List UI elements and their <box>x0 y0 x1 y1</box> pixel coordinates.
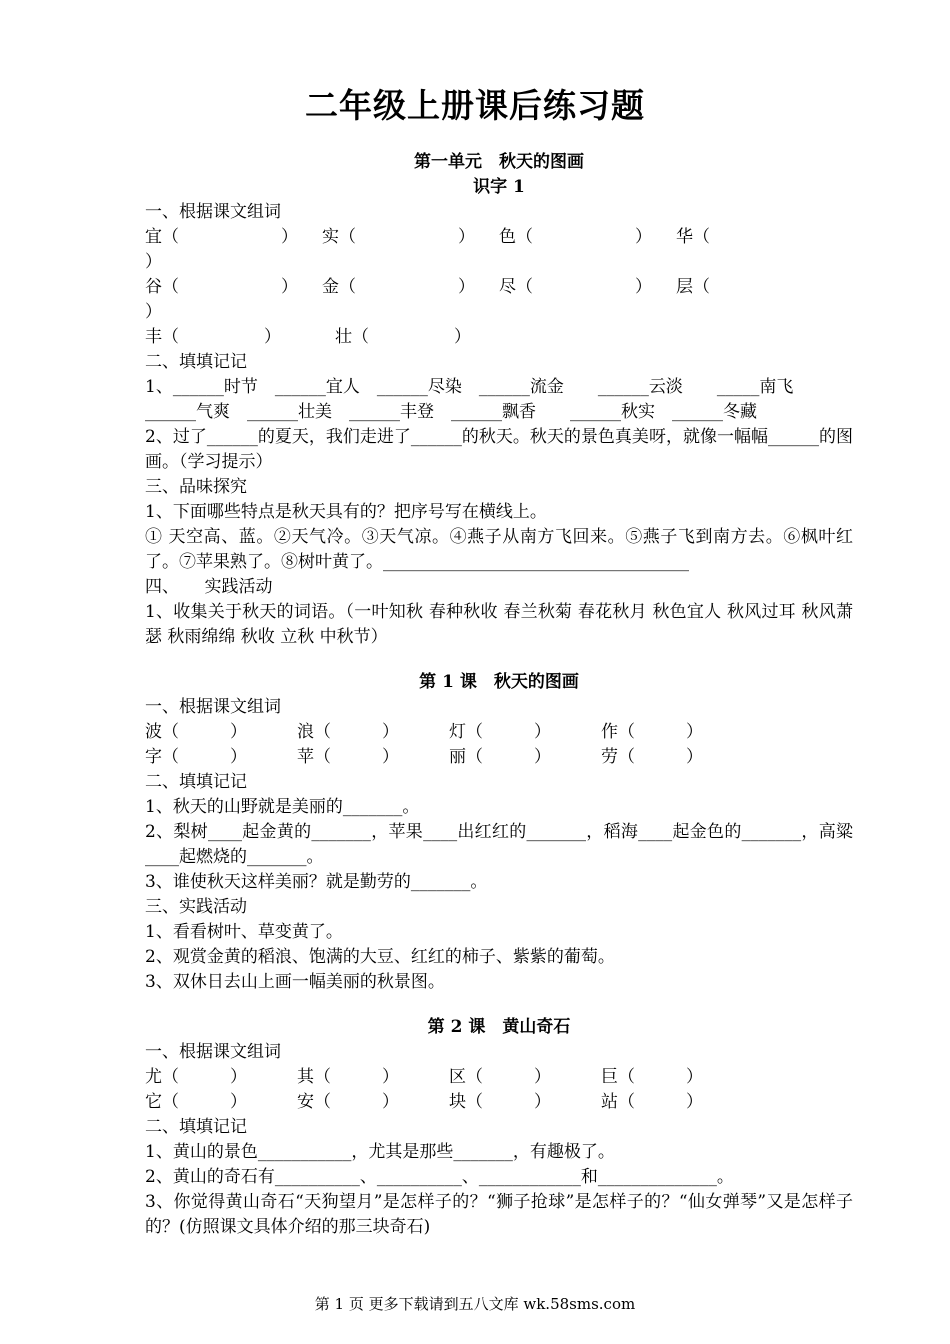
question: 1、下面哪些特点是秋天具有的？把序号写在横线上。 <box>145 502 547 522</box>
word-row <box>145 1090 853 1115</box>
word-item: 华（ <box>676 227 710 247</box>
word-item: 谷（ ） <box>145 277 298 297</box>
section-title: 一、根据课文组词 <box>145 202 281 222</box>
word-tail: ） <box>145 252 162 272</box>
section-title: 一、根据课文组词 <box>145 697 281 717</box>
word-item: 块（ ） <box>449 1092 551 1112</box>
word-item: 金（ ） <box>322 277 475 297</box>
section-title: 三、实践活动 <box>145 897 247 917</box>
section-title: 二、填填记记 <box>145 772 247 792</box>
fill-blank-line: 2、梨树____起金黄的_______，苹果____出红红的_______，稻海____起金色的_______，高粱____起燃烧的_______。 <box>145 822 853 867</box>
word-tail: ） <box>145 302 162 322</box>
fill-blank-line: 2、黄山的奇石有__________、__________、____________和______________。 <box>145 1167 734 1187</box>
word-item: 波（ ） <box>145 722 247 742</box>
lesson-heading: 第 2 课 黄山奇石 <box>427 1017 571 1037</box>
word-item: 壮（ ） <box>335 327 471 347</box>
word-item: 安（ ） <box>297 1092 399 1112</box>
word-item: 作（ ） <box>601 722 703 742</box>
fill-blank-line: 3、你觉得黄山奇石“天狗望月”是怎样子的？“狮子抢球”是怎样子的？“仙女弹琴”又是怎样子的？(仿照课文具体介绍的那三块奇石) <box>145 1192 853 1237</box>
word-item: 浪（ ） <box>297 722 399 742</box>
fill-blank-line: 2、过了______的夏天，我们走进了______的秋天。秋天的景色真美呀，就像一幅幅______的图画。（学习提示） <box>145 427 853 472</box>
section-title: 二、填填记记 <box>145 1117 247 1137</box>
word-item: 尤（ ） <box>145 1067 247 1087</box>
word-item: 丽（ ） <box>449 747 551 767</box>
word-row <box>145 745 853 770</box>
word-item: 其（ ） <box>297 1067 399 1087</box>
word-item: 灯（ ） <box>449 722 551 742</box>
word-row <box>145 275 853 300</box>
activity-text: 1、收集关于秋天的词语。（一叶知秋 春种秋收 春兰秋菊 春花秋月 秋色宜人 秋风过耳 秋风萧瑟 秋雨绵绵 秋收 立秋 中秋节） <box>145 602 853 647</box>
word-item: 巨（ ） <box>601 1067 703 1087</box>
section-title: 一、根据课文组词 <box>145 1042 281 1062</box>
word-item: 色（ ） <box>499 227 652 247</box>
word-item: 尽（ ） <box>499 277 652 297</box>
fill-blank-line: 1、秋天的山野就是美丽的_______。 <box>145 797 420 817</box>
word-item: 站（ ） <box>601 1092 703 1112</box>
section-title: 四、 实践活动 <box>145 577 273 597</box>
word-item: 丰（ ） <box>145 327 281 347</box>
unit-subheading: 识字 1 <box>473 177 525 197</box>
word-item: 劳（ ） <box>601 747 703 767</box>
word-item: 字（ ） <box>145 747 247 767</box>
word-row <box>145 1065 853 1090</box>
lesson-heading: 第 1 课 秋天的图画 <box>419 672 579 692</box>
options-list: ① 天空高、蓝。②天气冷。③天气凉。④燕子从南方飞回来。⑤燕子飞到南方去。⑥枫叶红了。⑦苹果熟了。⑧树叶黄了。____________________________________ <box>145 527 853 572</box>
page-title: 二年级上册课后练习题 <box>305 86 645 125</box>
fill-blank-line: ______气爽 ______壮美 ______丰登 ______飘香 ______秋实 ______冬藏 <box>145 402 757 422</box>
activity-item: 1、看看树叶、草变黄了。 <box>145 922 343 942</box>
page-footer: 第 1 页 更多下载请到五八文库 wk.58sms.com <box>314 1295 636 1313</box>
section-title: 三、品味探究 <box>145 477 247 497</box>
unit-heading: 第一单元 秋天的图画 <box>414 152 584 172</box>
word-item: 实（ ） <box>322 227 475 247</box>
word-item: 它（ ） <box>145 1092 247 1112</box>
section-title: 二、填填记记 <box>145 352 247 372</box>
page-body <box>145 150 853 1240</box>
word-item: 层（ <box>676 277 710 297</box>
activity-item: 2、观赏金黄的稻浪、饱满的大豆、红红的柿子、紫紫的葡萄。 <box>145 947 615 967</box>
word-row <box>145 325 853 350</box>
word-item: 宜（ ） <box>145 227 298 247</box>
word-item: 苹（ ） <box>297 747 399 767</box>
fill-blank-line: 1、______时节 ______宜人 ______尽染 ______流金 ______云淡 _____南飞 <box>145 377 794 397</box>
fill-blank-line: 3、谁使秋天这样美丽？就是勤劳的_______。 <box>145 872 488 892</box>
word-row <box>145 225 853 250</box>
activity-item: 3、双休日去山上画一幅美丽的秋景图。 <box>145 972 445 992</box>
word-item: 区（ ） <box>449 1067 551 1087</box>
fill-blank-line: 1、黄山的景色___________，尤其是那些_______，有趣极了。 <box>145 1142 615 1162</box>
word-row <box>145 720 853 745</box>
